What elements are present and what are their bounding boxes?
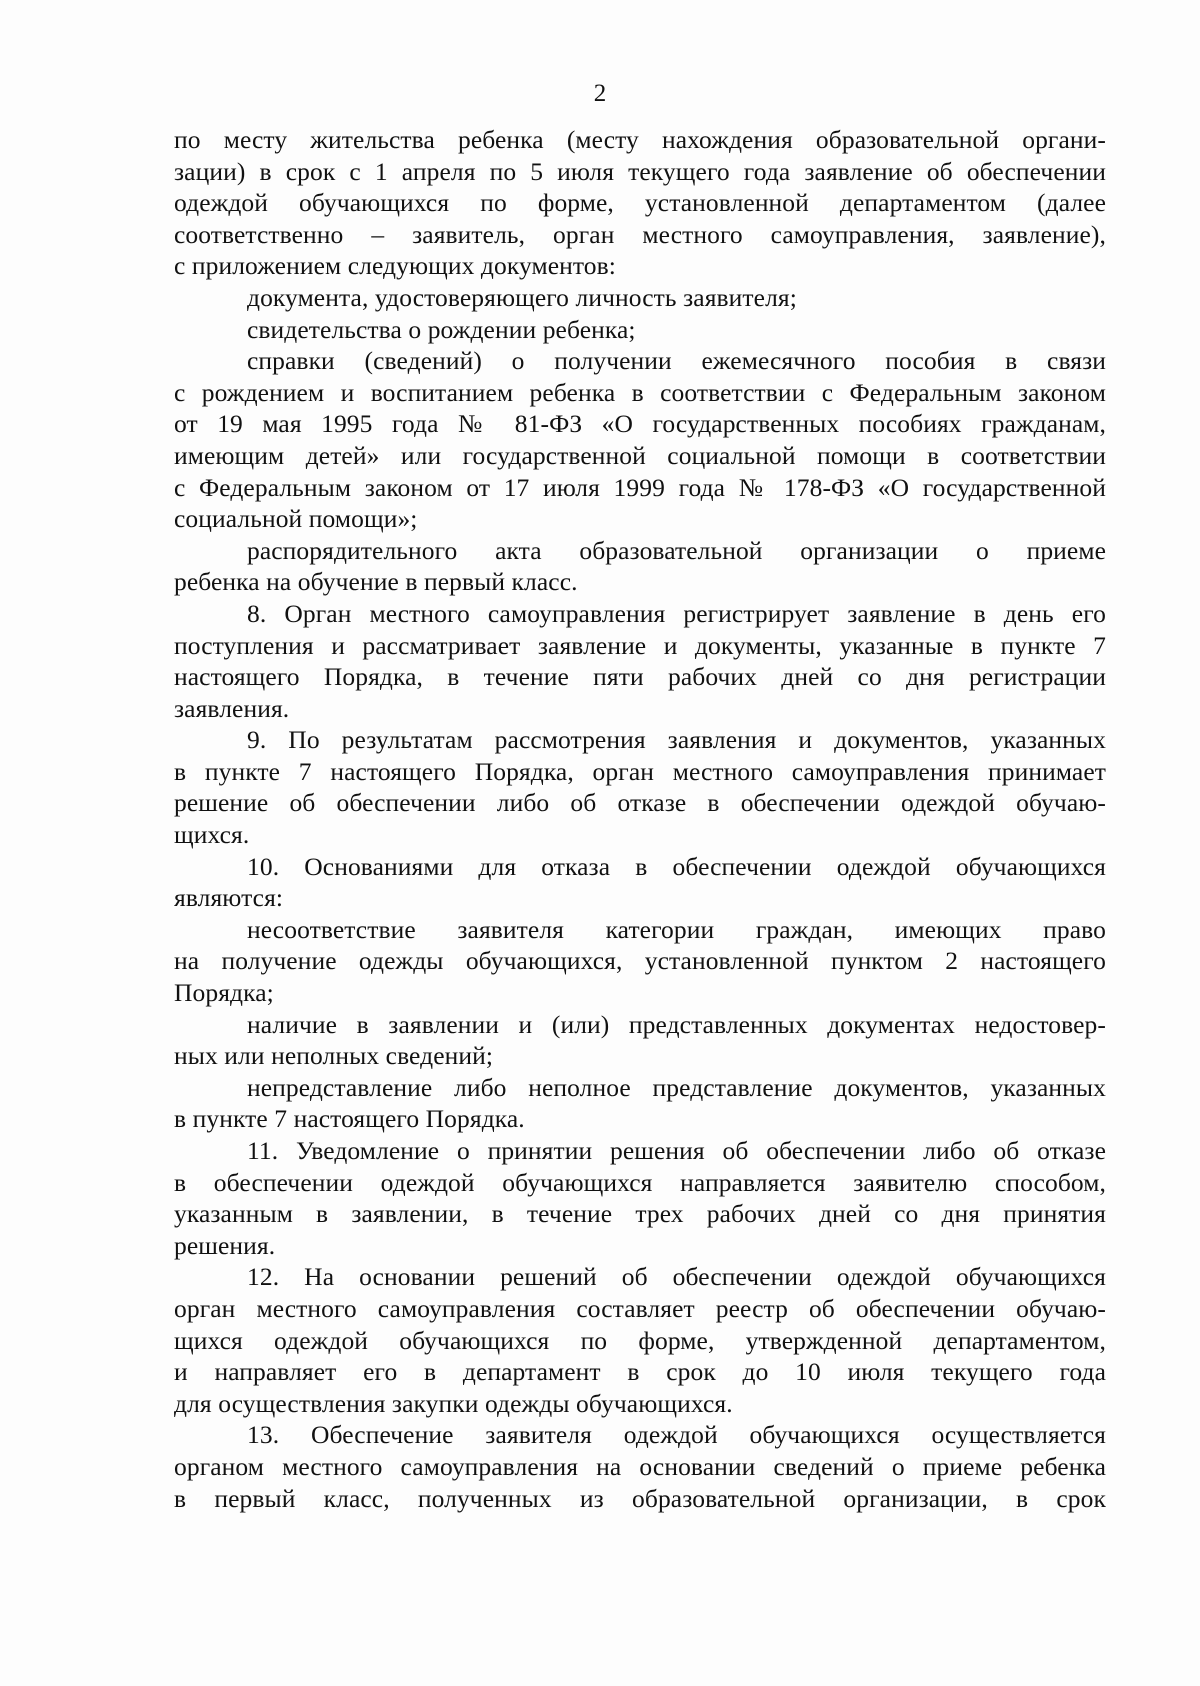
paragraph-line: 12. На основании решений об обеспечении одеждой обучающихся bbox=[247, 1262, 1106, 1292]
paragraph-line: ных или неполных сведений; bbox=[174, 1041, 494, 1071]
paragraph-line: щихся одеждой обучающихся по форме, утвержденной департаментом, bbox=[174, 1325, 1106, 1355]
paragraph bbox=[174, 1419, 1106, 1514]
paragraph-line: 13. Обеспечение заявителя одеждой обучающихся осуществляется bbox=[247, 1420, 1106, 1450]
paragraph-line: в пункте 7 настоящего Порядка. bbox=[174, 1104, 525, 1134]
paragraph-line: в обеспечении одеждой обучающихся направляется заявителю способом, bbox=[174, 1167, 1106, 1197]
paragraph-line: социальной помощи»; bbox=[174, 504, 418, 534]
paragraph bbox=[174, 345, 1106, 535]
paragraph-line: и направляет его в департамент в срок до 10 июля текущего года bbox=[174, 1357, 1106, 1387]
paragraph-line: решение об обеспечении либо об отказе в обеспечении одеждой обучаю- bbox=[174, 788, 1106, 818]
paragraph-line: Порядка; bbox=[174, 978, 274, 1008]
paragraph-line: орган местного самоуправления составляет реестр об обеспечении обучаю- bbox=[174, 1293, 1106, 1323]
paragraph-line: от 19 мая 1995 года № 81-ФЗ «О государственных пособиях гражданам, bbox=[174, 409, 1106, 439]
paragraph-line: настоящего Порядка, в течение пяти рабочих дней со дня регистрации bbox=[174, 662, 1106, 692]
paragraph-line: поступления и рассматривает заявление и документы, указанные в пункте 7 bbox=[174, 630, 1106, 660]
paragraph bbox=[174, 314, 1106, 346]
paragraph-line: с приложением следующих документов: bbox=[174, 251, 616, 281]
paragraph-line: 9. По результатам рассмотрения заявления и документов, указанных bbox=[247, 725, 1106, 755]
paragraph-line: 8. Орган местного самоуправления регистрирует заявление в день его bbox=[247, 598, 1106, 628]
paragraph-line: справки (сведений) о получении ежемесячного пособия в связи bbox=[247, 346, 1106, 376]
page-number: 2 bbox=[593, 80, 607, 107]
paragraph bbox=[174, 914, 1106, 1009]
paragraph bbox=[174, 282, 1106, 314]
paragraph-line: для осуществления закупки одежды обучающихся. bbox=[174, 1388, 733, 1418]
paragraph-line: щихся. bbox=[174, 820, 250, 850]
paragraph-line: непредставление либо неполное представление документов, указанных bbox=[247, 1072, 1106, 1102]
paragraph-line: заявления. bbox=[174, 693, 290, 723]
paragraph-line: несоответствие заявителя категории граждан, имеющих право bbox=[247, 914, 1106, 944]
paragraph-line: имеющим детей» или государственной социальной помощи в соответствии bbox=[174, 440, 1106, 470]
paragraph-line: 11. Уведомление о принятии решения об обеспечении либо об отказе bbox=[247, 1136, 1106, 1165]
paragraph-line: соответственно – заявитель, орган местного самоуправления, заявление), bbox=[174, 219, 1106, 249]
paragraph-line: в пункте 7 настоящего Порядка, орган местного самоуправления принимает bbox=[174, 756, 1106, 786]
paragraph bbox=[174, 1009, 1106, 1072]
paragraph-line: с рождением и воспитанием ребенка в соответствии с Федеральным законом bbox=[174, 377, 1106, 407]
paragraph-line: одеждой обучающихся по форме, установленной департаментом (далее bbox=[174, 188, 1106, 218]
paragraph-line: ребенка на обучение в первый класс. bbox=[174, 567, 578, 597]
paragraph-line: свидетельства о рождении ребенка; bbox=[247, 314, 636, 344]
paragraph-line: документа, удостоверяющего личность заявителя; bbox=[247, 282, 797, 312]
paragraph bbox=[174, 724, 1106, 850]
paragraph-line: указанным в заявлении, в течение трех рабочих дней со дня принятия bbox=[174, 1199, 1106, 1229]
paragraph-line: на получение одежды обучающихся, установленной пунктом 2 настоящего bbox=[174, 946, 1106, 976]
paragraph bbox=[174, 1072, 1106, 1135]
paragraph-line: 10. Основаниями для отказа в обеспечении одеждой обучающихся bbox=[247, 851, 1106, 881]
paragraph-line: решения. bbox=[174, 1230, 276, 1260]
paragraph bbox=[174, 598, 1106, 724]
paragraph-line: в первый класс, полученных из образовательной организации, в срок bbox=[174, 1483, 1106, 1513]
paragraph-line: зации) в срок с 1 апреля по 5 июля текущего года заявление об обеспечении bbox=[174, 156, 1106, 186]
paragraph bbox=[174, 124, 1106, 282]
document-body bbox=[174, 124, 1106, 1514]
paragraph-line: наличие в заявлении и (или) представленных документах недостовер- bbox=[247, 1009, 1106, 1039]
paragraph-line: по месту жительства ребенка (месту нахождения образовательной органи- bbox=[174, 125, 1106, 154]
paragraph bbox=[174, 1261, 1106, 1419]
paragraph bbox=[174, 1135, 1106, 1261]
paragraph-line: органом местного самоуправления на основании сведений о приеме ребенка bbox=[174, 1451, 1106, 1481]
paragraph-line: являются: bbox=[174, 883, 284, 913]
paragraph bbox=[174, 851, 1106, 914]
paragraph bbox=[174, 535, 1106, 598]
paragraph-line: с Федеральным законом от 17 июля 1999 года № 178-ФЗ «О государственной bbox=[174, 472, 1106, 502]
paragraph-line: распорядительного акта образовательной организации о приеме bbox=[247, 535, 1106, 565]
